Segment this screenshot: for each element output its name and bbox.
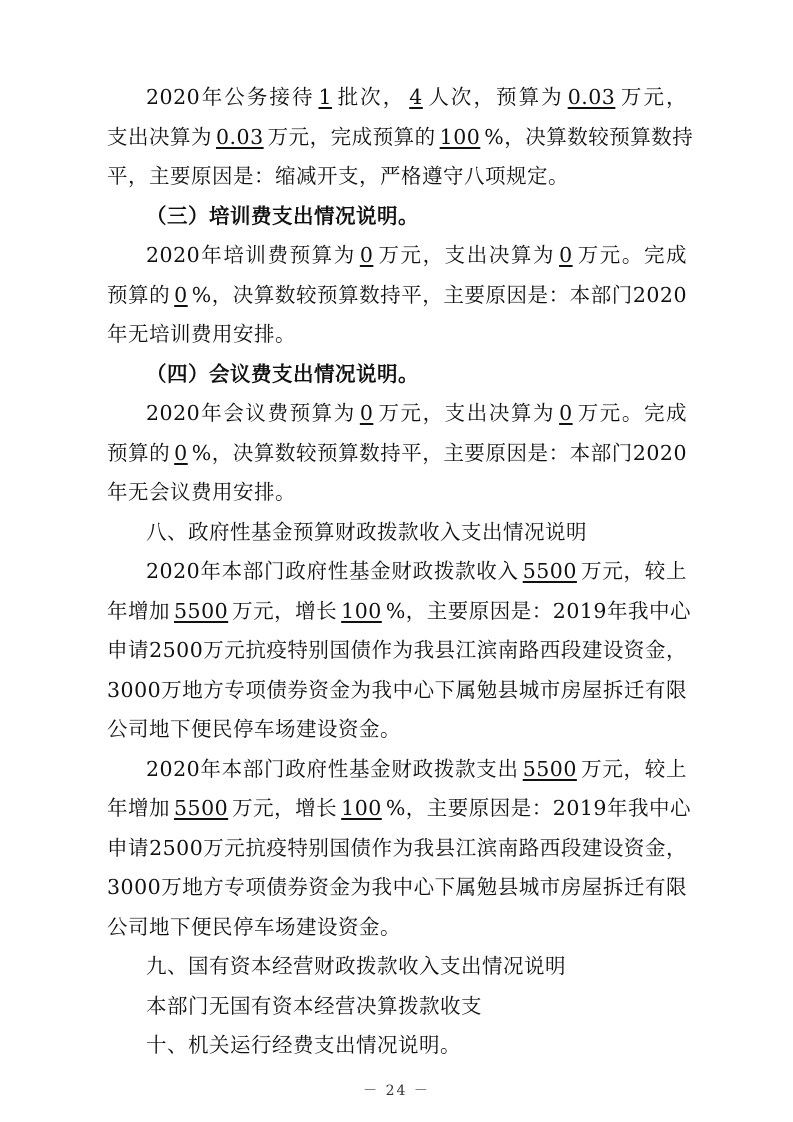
text-run: 2020年培训费预算为 [146, 243, 356, 267]
text-run: 万元。完成 [576, 401, 688, 425]
underlined-value: 4 [409, 85, 423, 109]
text-run: 万元，较上 [580, 757, 687, 781]
underlined-value: 0 [559, 401, 573, 425]
paragraph-line: 3000万地方专项债券资金为我中心下属勉县城市房屋拆迁有限 [107, 875, 687, 899]
underlined-value: 0 [359, 243, 374, 267]
section-heading: （四）会议费支出情况说明。 [146, 362, 419, 386]
text-run: 年增加 [107, 796, 170, 820]
text-run: 人次，预算为 [426, 85, 564, 109]
paragraph-line [107, 438, 687, 468]
section-title: 九、国有资本经营财政拨款收入支出情况说明 [146, 954, 566, 978]
section-heading: （三）培训费支出情况说明。 [146, 204, 419, 228]
text-run: 万元。完成 [576, 243, 688, 267]
text-run: 年增加 [107, 599, 170, 623]
paragraph-line [146, 82, 687, 112]
text-run: 预算的 [107, 441, 171, 465]
text-run: 预算的 [107, 283, 171, 307]
text-run: %，决算数较预算数持 [484, 125, 694, 149]
underlined-value: 100 [439, 125, 481, 149]
underlined-value: 100 [341, 796, 382, 820]
paragraph-line [146, 240, 687, 270]
text-run: 万元，较上 [580, 559, 687, 583]
paragraph-line: 年无会议费用安排。 [107, 480, 296, 504]
paragraph-line [107, 280, 687, 310]
underlined-value: 0.03 [216, 125, 264, 149]
text-run: 万元，增长 [232, 796, 338, 820]
underlined-value: 5500 [174, 796, 229, 820]
text-run: 万元，增长 [232, 599, 338, 623]
underlined-value: 0.03 [567, 85, 616, 109]
paragraph-line: 公司地下便民停车场建设资金。 [107, 915, 401, 939]
text-run: 支出决算为 [107, 125, 212, 149]
paragraph-line [146, 556, 687, 586]
underlined-value: 100 [341, 599, 382, 623]
text-run: 万元，支出决算为 [377, 243, 556, 267]
text-run: 万元，完成预算的 [267, 125, 436, 149]
paragraph-line: 申请2500万元抗疫特别国债作为我县江滨南路西段建设资金， [107, 836, 687, 860]
text-run: 2020年公务接待 [146, 85, 315, 109]
underlined-value: 0 [359, 401, 374, 425]
paragraph-line [146, 398, 687, 428]
paragraph-line [107, 122, 694, 152]
underlined-value: 0 [174, 283, 188, 307]
paragraph-line: 3000万地方专项债券资金为我中心下属勉县城市房屋拆迁有限 [107, 678, 687, 702]
page-number: － 24 － [363, 1083, 430, 1099]
underlined-value: 0 [174, 441, 188, 465]
text-run: 2020年本部门政府性基金财政拨款收入 [146, 559, 519, 583]
text-run: %，决算数较预算数持平，主要原因是：本部门2020 [191, 441, 688, 465]
paragraph-line: 平，主要原因是：缩减开支，严格遵守八项规定。 [107, 164, 569, 188]
text-run: 万元， [619, 85, 688, 109]
text-run: %，主要原因是：2019年我中心 [385, 796, 691, 820]
text-run: 批次， [336, 85, 406, 109]
paragraph-line: 本部门无国有资本经营决算拨款收支 [146, 994, 482, 1018]
text-run: %，主要原因是：2019年我中心 [385, 599, 691, 623]
paragraph-line: 年无培训费用安排。 [107, 322, 296, 346]
paragraph-line [107, 596, 691, 626]
section-title: 八、政府性基金预算财政拨款收入支出情况说明 [146, 520, 587, 544]
paragraph-line: 申请2500万元抗疫特别国债作为我县江滨南路西段建设资金， [107, 638, 687, 662]
paragraph-line [107, 793, 691, 823]
paragraph-line [146, 754, 687, 784]
text-run: 2020年会议费预算为 [146, 401, 356, 425]
paragraph-line: 公司地下便民停车场建设资金。 [107, 717, 401, 741]
underlined-value: 5500 [522, 559, 577, 583]
text-run: %，决算数较预算数持平，主要原因是：本部门2020 [191, 283, 688, 307]
underlined-value: 0 [559, 243, 573, 267]
text-run: 万元，支出决算为 [377, 401, 556, 425]
section-title: 十、机关运行经费支出情况说明。 [146, 1033, 461, 1057]
underlined-value: 5500 [174, 599, 229, 623]
underlined-value: 1 [318, 85, 333, 109]
underlined-value: 5500 [522, 757, 577, 781]
text-run: 2020年本部门政府性基金财政拨款支出 [146, 757, 519, 781]
